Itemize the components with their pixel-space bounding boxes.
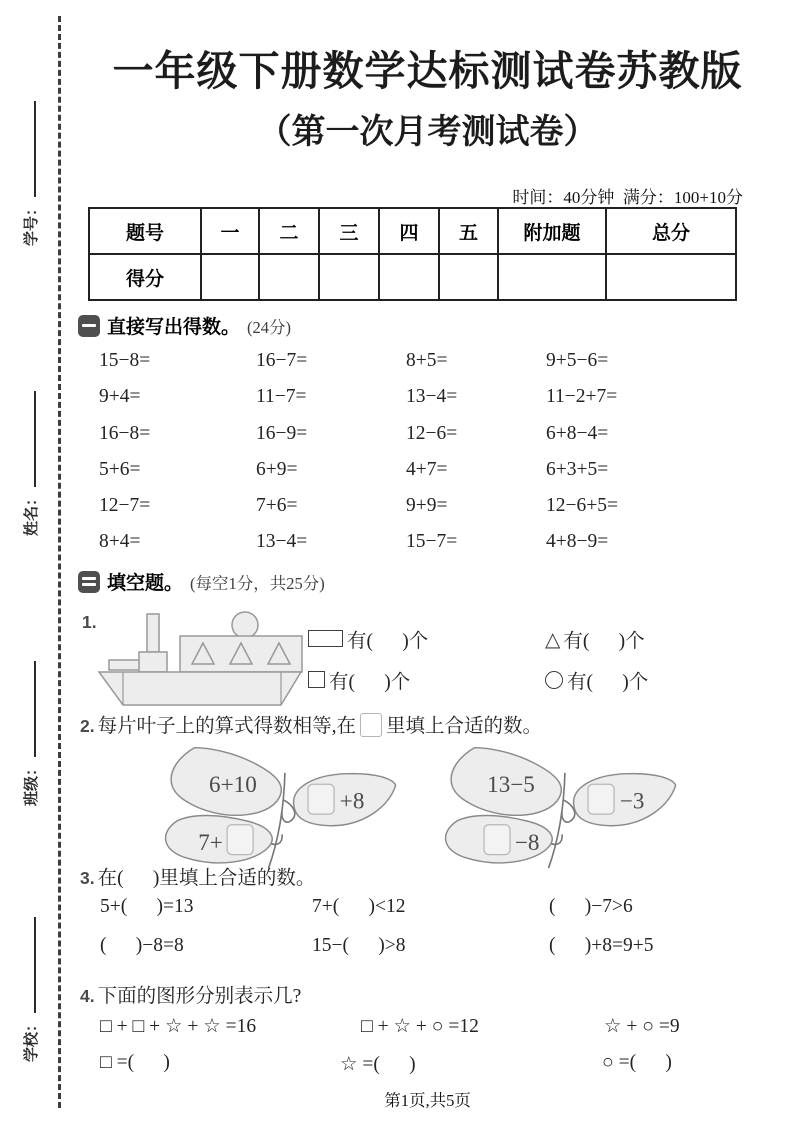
problem: 15−7=: [406, 531, 458, 553]
problem: 9+9=: [406, 495, 448, 517]
leaf-expression: −3: [619, 787, 645, 814]
answer-box: [308, 784, 334, 814]
badge-bar: [82, 583, 96, 586]
problem: 6+8−4=: [546, 422, 609, 444]
problem: 12−7=: [99, 495, 151, 517]
fill-blank-equation: ( )+8=9+5: [549, 934, 654, 956]
question-2-prompt: [80, 710, 542, 738]
header-question-number: 题号: [89, 208, 201, 254]
class-label: 班级：: [23, 760, 40, 806]
count-circles: [545, 666, 648, 694]
problem: 4+7=: [406, 458, 448, 480]
problem: 6+3+5=: [546, 458, 609, 480]
student-id-label: 学号：: [23, 200, 40, 246]
problem: 8+5=: [406, 350, 448, 371]
cut-line: [58, 16, 61, 1108]
circle-icon: [545, 671, 563, 689]
question-4-equations: [100, 1014, 680, 1038]
section-two-header: [78, 568, 325, 595]
answer-box: [588, 784, 614, 814]
question-4-answers: [100, 1052, 672, 1076]
boat-circle: [232, 612, 258, 638]
q4-text: 下面的图形分别表示几?: [97, 986, 302, 1007]
name-blank-line: [29, 391, 36, 487]
section-two-badge: [78, 571, 100, 593]
shape-answer: □ =( ): [100, 1052, 170, 1073]
boat-illustration: [95, 610, 305, 710]
header-section-4: 四: [379, 208, 439, 254]
right-leaf-plant: [423, 740, 703, 870]
question-3-prompt: [80, 862, 315, 890]
answer-box-icon: [360, 713, 382, 737]
boat-funnel-base: [139, 652, 167, 672]
sidebar-label-class: [20, 661, 41, 806]
fill-blank-equation: 7+( )<12: [312, 896, 406, 917]
sidebar-label-student-id: [20, 101, 41, 246]
problem: 16−9=: [256, 422, 308, 444]
stem-curl: [562, 800, 575, 822]
sidebar-label-school: [20, 917, 41, 1062]
fill-blank-equation: 5+( )=13: [100, 896, 194, 917]
shape-answer: ○ =( ): [602, 1052, 672, 1073]
question-number: 1.: [82, 612, 97, 632]
question-4-prompt: [80, 980, 301, 1008]
header-section-2: 二: [259, 208, 319, 254]
leaf-expression: 13−5: [487, 771, 535, 797]
shape-equation: □ + ☆ + ○ =12: [361, 1016, 479, 1037]
stem-curl: [282, 800, 295, 822]
rectangle-icon: [308, 630, 343, 647]
school-blank-line: [29, 917, 36, 1013]
page-subtitle: （第一次月考测试卷）: [257, 114, 598, 151]
shape-equation: ☆ + ○ =9: [604, 1016, 680, 1037]
fill-blank-equation: ( )−8=8: [100, 934, 184, 956]
page-title: 一年级下册数学达标测试卷苏教版: [112, 48, 743, 94]
name-label: 姓名：: [23, 490, 40, 536]
section-one-title: 直接写出得数。: [107, 317, 241, 338]
problem: 11−2+7=: [546, 386, 618, 408]
question-3-items: [100, 896, 653, 973]
score-cell: [259, 254, 319, 300]
square-icon: [308, 671, 325, 688]
score-cell: [319, 254, 379, 300]
question-number: 3.: [80, 868, 95, 888]
score-cell: [606, 254, 736, 300]
header-section-5: 五: [439, 208, 498, 254]
section-one-header: [78, 312, 291, 339]
shape-equation: □ + □ + ☆ + ☆ =16: [100, 1016, 257, 1037]
section-one-points: (24分): [247, 317, 292, 337]
problem: 12−6=: [406, 422, 458, 444]
problem: 16−8=: [99, 422, 151, 444]
section-two-title: 填空题。: [107, 573, 184, 594]
leaf-expression: 7+: [198, 828, 223, 855]
shape-answer: ☆ =( ): [340, 1054, 416, 1075]
score-label: 得分: [89, 254, 201, 300]
problem: 13−4=: [256, 531, 308, 553]
score-table: [88, 207, 737, 301]
question-1-answers: [308, 618, 648, 700]
badge-bar: [82, 324, 96, 327]
question-number: 4.: [80, 986, 95, 1006]
problem: 9+4=: [99, 386, 141, 408]
leaf-expression: −8: [514, 828, 540, 855]
problem: 15−8=: [99, 350, 151, 371]
problem: 7+6=: [256, 495, 298, 517]
arithmetic-problems: [99, 350, 618, 568]
score-cell: [498, 254, 606, 300]
badge-bar: [82, 577, 96, 580]
left-leaf-plant: [143, 740, 423, 870]
count-squares: [308, 666, 545, 694]
q2-text-after: 里填上合适的数。: [386, 716, 543, 737]
section-one-badge: [78, 315, 100, 337]
problem: 5+6=: [99, 458, 141, 480]
question-number: 2.: [80, 716, 95, 736]
problem: 11−7=: [256, 386, 307, 408]
problem: 9+5−6=: [546, 350, 609, 371]
section-two-points: (每空1分，共25分): [190, 573, 325, 593]
count-blank: 有( )个: [563, 630, 645, 652]
leaf-expression: +8: [339, 787, 365, 814]
problem: 16−7=: [256, 350, 308, 371]
q2-text-before: 每片叶子上的算式得数相等,在: [97, 716, 356, 737]
header-total: 总分: [606, 208, 736, 254]
count-blank: 有( )个: [567, 671, 649, 693]
boat-hull: [99, 672, 301, 705]
sidebar-label-name: [20, 391, 41, 536]
count-triangles: [545, 625, 648, 653]
boat-arm: [109, 660, 141, 670]
problem: 12−6+5=: [546, 495, 618, 517]
count-rectangles: [308, 625, 545, 653]
header-bonus: 附加题: [498, 208, 606, 254]
count-blank: 有( )个: [347, 630, 429, 652]
header-section-3: 三: [319, 208, 379, 254]
score-table-header-row: [89, 208, 736, 254]
leaf-expression: 6+10: [209, 771, 257, 797]
class-blank-line: [29, 661, 36, 757]
fill-blank-equation: ( )−7>6: [549, 896, 633, 917]
page-footer: 第1页,共5页: [384, 1091, 471, 1110]
score-cell: [379, 254, 439, 300]
score-table-score-row: [89, 254, 736, 300]
problem: 4+8−9=: [546, 531, 609, 553]
student-id-blank-line: [29, 101, 36, 197]
score-cell: [439, 254, 498, 300]
exam-meta: 时间：40分钟 满分：100+10分: [512, 188, 743, 207]
score-cell: [201, 254, 259, 300]
answer-box: [484, 825, 510, 855]
triangle-icon: [545, 627, 560, 651]
problem: 6+9=: [256, 458, 298, 480]
q3-text: 在( )里填上合适的数。: [97, 868, 316, 889]
problem: 13−4=: [406, 386, 458, 408]
header-section-1: 一: [201, 208, 259, 254]
problem: 8+4=: [99, 531, 141, 553]
answer-box: [227, 825, 253, 855]
school-label: 学校：: [23, 1016, 40, 1062]
boat-mast: [147, 614, 159, 652]
fill-blank-equation: 15−( )>8: [312, 934, 406, 956]
count-blank: 有( )个: [329, 671, 411, 693]
